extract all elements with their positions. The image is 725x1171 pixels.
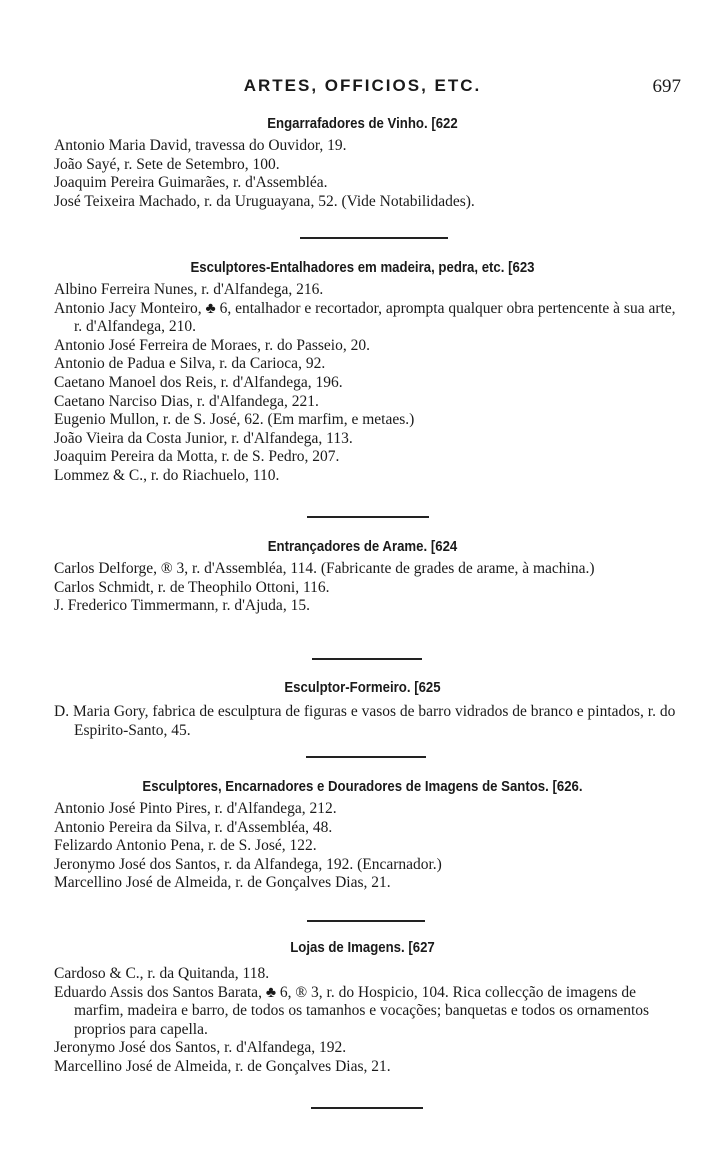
section-divider bbox=[307, 920, 425, 922]
list-item: Marcellino José de Almeida, r. de Gonçalves Dias, 21. bbox=[54, 1057, 391, 1075]
list-item: Jeronymo José dos Santos, r. da Alfandega, 192. (Encarnador.) bbox=[54, 855, 442, 873]
list-item: José Teixeira Machado, r. da Uruguayana, 52. (Vide Notabilidades). bbox=[54, 192, 475, 210]
section-entrancadores bbox=[0, 536, 725, 616]
running-title: ARTES, OFFICIOS, ETC. bbox=[243, 76, 482, 95]
list-item: Antonio José Pinto Pires, r. d'Alfandega, 212. bbox=[54, 800, 337, 817]
list-item: Antonio Pereira da Silva, r. d'Assembléa, 48. bbox=[54, 818, 333, 836]
list-item: Antonio José Ferreira de Moraes, r. do Passeio, 20. bbox=[54, 336, 370, 354]
section-title: Esculptores-Entalhadores em madeira, pedra, etc. [623 bbox=[190, 259, 535, 276]
list-item: Caetano Narciso Dias, r. d'Alfandega, 221. bbox=[54, 392, 319, 410]
list-item: J. Frederico Timmermann, r. d'Ajuda, 15. bbox=[54, 597, 310, 615]
section-divider bbox=[311, 1107, 423, 1109]
section-divider bbox=[300, 237, 448, 239]
list-item: Eduardo Assis dos Santos Barata, ♣ 6, ® 3, r. do Hospicio, 104. Rica collecção de imagens de marfim, madeira e barro, de todos os tamanhos e vocações; banquetas e todos os ornamentos proprios para capella. bbox=[54, 983, 650, 1038]
list-item: João Vieira da Costa Junior, r. d'Alfandega, 113. bbox=[54, 429, 353, 447]
section-title: Esculptor-Formeiro. [625 bbox=[284, 679, 441, 696]
list-item: Felizardo Antonio Pena, r. de S. José, 122. bbox=[54, 837, 317, 855]
list-item: Joaquim Pereira da Motta, r. de S. Pedro, 207. bbox=[54, 448, 340, 466]
section-esculptores-entalhadores bbox=[0, 257, 725, 486]
page-header bbox=[0, 76, 725, 100]
section-divider bbox=[306, 756, 426, 758]
list-item: Antonio de Padua e Silva, r. da Carioca, 92. bbox=[54, 355, 326, 373]
list-item: Eugenio Mullon, r. de S. José, 62. (Em marfim, e metaes.) bbox=[54, 411, 415, 429]
list-item: Carlos Delforge, ® 3, r. d'Assembléa, 114. (Fabricante de grades de arame, à machina.) bbox=[54, 560, 595, 577]
section-divider bbox=[307, 516, 429, 518]
list-item: Antonio Maria David, travessa do Ouvidor, 19. bbox=[54, 137, 347, 154]
list-item: Caetano Manoel dos Reis, r. d'Alfandega, 196. bbox=[54, 373, 343, 391]
section-esculptor-formeiro bbox=[0, 677, 725, 740]
section-title: Lojas de Imagens. [627 bbox=[290, 939, 435, 956]
section-esculptores-encarnadores bbox=[0, 776, 725, 893]
list-item: Joaquim Pereira Guimarães, r. d'Assembléa. bbox=[54, 174, 328, 192]
list-item: D. Maria Gory, fabrica de esculptura de figuras e vasos de barro vidrados de branco e pintados, r. do Espirito-Santo, 45. bbox=[54, 703, 676, 739]
list-item: Jeronymo José dos Santos, r. d'Alfandega, 192. bbox=[54, 1039, 347, 1057]
list-item: Lommez & C., r. do Riachuelo, 110. bbox=[54, 466, 280, 484]
section-lojas-imagens bbox=[0, 937, 725, 1077]
list-item: Carlos Schmidt, r. de Theophilo Ottoni, 116. bbox=[54, 578, 330, 596]
section-divider bbox=[312, 658, 422, 660]
section-engarrafadores bbox=[0, 113, 725, 211]
list-item: João Sayé, r. Sete de Setembro, 100. bbox=[54, 155, 280, 173]
list-item: Albino Ferreira Nunes, r. d'Alfandega, 216. bbox=[54, 281, 324, 298]
section-title: Esculptores, Encarnadores e Douradores de Imagens de Santos. [626. bbox=[142, 778, 583, 795]
page-number: 697 bbox=[652, 76, 681, 97]
section-title: Engarrafadores de Vinho. [622 bbox=[267, 115, 458, 132]
list-item: Antonio Jacy Monteiro, ♣ 6, entalhador e recortador, apromptа qualquer obra pertencente à sua arte, r. d'Alfandega, 210. bbox=[54, 299, 676, 336]
list-item: Marcellino José de Almeida, r. de Gonçalves Dias, 21. bbox=[54, 874, 391, 892]
section-title: Entrançadores de Arame. [624 bbox=[267, 538, 458, 555]
list-item: Cardoso & C., r. da Quitanda, 118. bbox=[54, 965, 270, 982]
